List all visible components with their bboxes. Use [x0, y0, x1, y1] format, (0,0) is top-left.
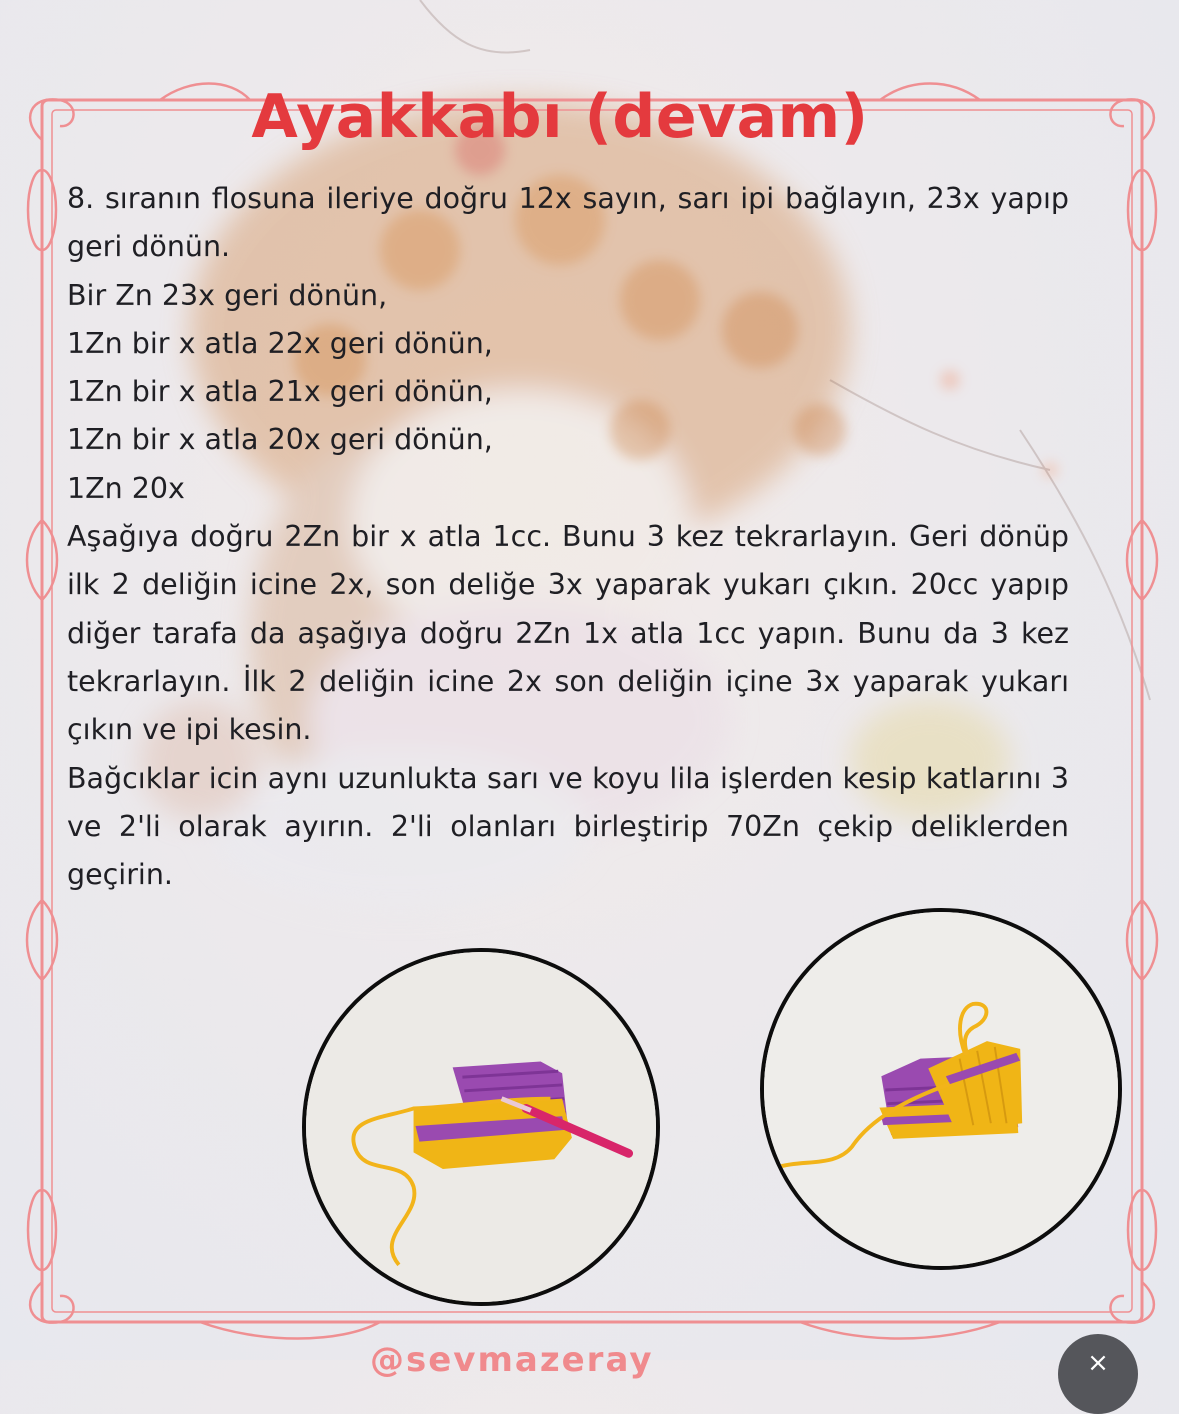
instruction-line: 1Zn bir x atla 21x geri dönün, [67, 375, 493, 409]
instruction-line: 1Zn bir x atla 20x geri dönün, [67, 423, 493, 457]
crochet-shoe-illustration [764, 912, 1118, 1266]
instruction-line: Aşağıya doğru 2Zn bir x atla 1cc. Bunu 3 kez tekrarlayın. Geri dönüp ilk 2 deliğin icine 2x, son deliğe 3x yaparak yukarı çıkın. 20cc yapıp diğer tarafa da aşağıya doğru 2Zn 1x atla 1cc yapın. Bunu da 3 kez tekrarlayın. İlk 2 deliğin icine 2x son deliğin içine 3x yaparak yukarı çıkın ve ipi kesin. [67, 520, 1069, 747]
instructions-text [67, 175, 1069, 899]
instruction-line: Bağcıklar icin aynı uzunlukta sarı ve koyu lila işlerden kesip katlarını 3 ve 2'li olarak ayırın. 2'li olanları birleştirip 70Zn çekip deliklerden geçirin. [67, 761, 1069, 892]
photo-finished-shoe-step [760, 908, 1122, 1270]
instruction-line: 1Zn 20x [67, 471, 185, 505]
crochet-shoe-illustration [306, 952, 656, 1302]
instruction-line: Bir Zn 23x geri dönün, [67, 278, 388, 312]
photo-crochet-hook-step [302, 948, 660, 1306]
author-handle: @sevmazeray [370, 1340, 654, 1380]
instruction-line: 1Zn bir x atla 22x geri dönün, [67, 326, 493, 360]
close-button[interactable]: × [1058, 1334, 1138, 1414]
instruction-line: 8. sıranın flosuna ileriye doğru 12x sayın, sarı ipi bağlayın, 23x yapıp geri dönün. [67, 182, 1069, 264]
page-title: Ayakkabı (devam) [251, 82, 869, 152]
